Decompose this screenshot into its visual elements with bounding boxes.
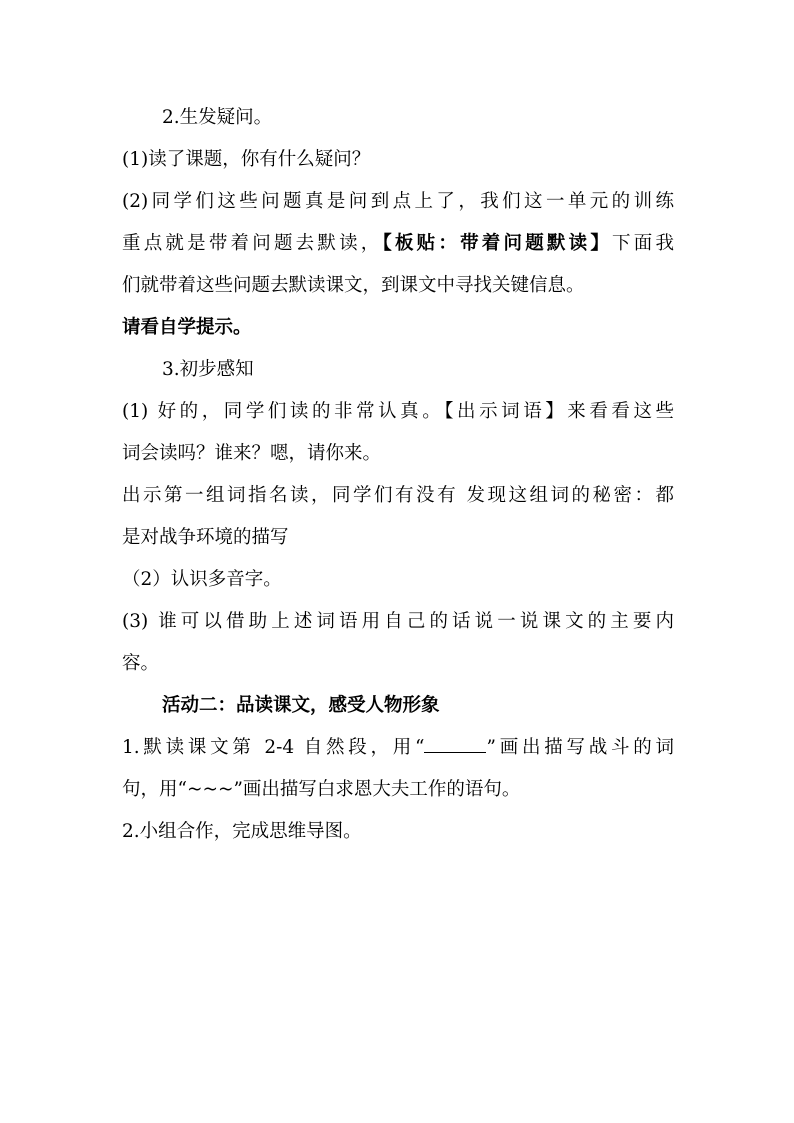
paragraph-line: 是对战争环境的描写 xyxy=(122,527,289,548)
paragraph-line: 2.小组合作，完成思维导图。 xyxy=(122,821,362,842)
paragraph-line: (2)同学们这些问题真是问到点上了，我们这一单元的训练 xyxy=(122,191,674,212)
paragraph-line: 出示第一组词指名读，同学们有没有 发现这组词的秘密：都 xyxy=(122,485,674,506)
text-span: 1.默读课文第 2-4 自然段，用“ xyxy=(122,737,425,758)
paragraph-line: 容。 xyxy=(122,653,160,674)
bold-prompt: 请看自学提示。 xyxy=(122,317,252,338)
activity-heading: 活动二：品读课文，感受人物形象 xyxy=(162,695,440,716)
paragraph-line: （2）认识多音字。 xyxy=(122,569,282,590)
text-span: ”画出描写战斗的词 xyxy=(486,737,674,758)
text-span: 重点就是带着问题去默读， xyxy=(122,233,383,254)
paragraph-line: 句，用“~~~”画出描写白求恩大夫工作的语句。 xyxy=(122,779,521,800)
paragraph-line xyxy=(122,232,674,256)
paragraph-line: (3) 谁可以借助上述词语用自己的话说一说课文的主要内 xyxy=(122,611,674,632)
section-heading: 3.初步感知 xyxy=(162,359,254,380)
paragraph-line: (1) 好的，同学们读的非常认真。【出示词语】来看看这些 xyxy=(122,401,674,422)
paragraph-line xyxy=(122,736,674,760)
paragraph-line: 2.生发疑问。 xyxy=(162,107,273,128)
paragraph-line: (1)读了课题，你有什么疑问？ xyxy=(122,149,371,170)
underline-blank xyxy=(424,736,486,753)
paragraph-line: 们就带着这些问题去默读课文，到课文中寻找关键信息。 xyxy=(122,275,585,296)
text-span: 下面我 xyxy=(612,233,674,254)
board-note: 【板贴：带着问题默读】 xyxy=(382,233,613,254)
paragraph-line: 词会读吗？谁来？嗯，请你来。 xyxy=(122,443,382,464)
